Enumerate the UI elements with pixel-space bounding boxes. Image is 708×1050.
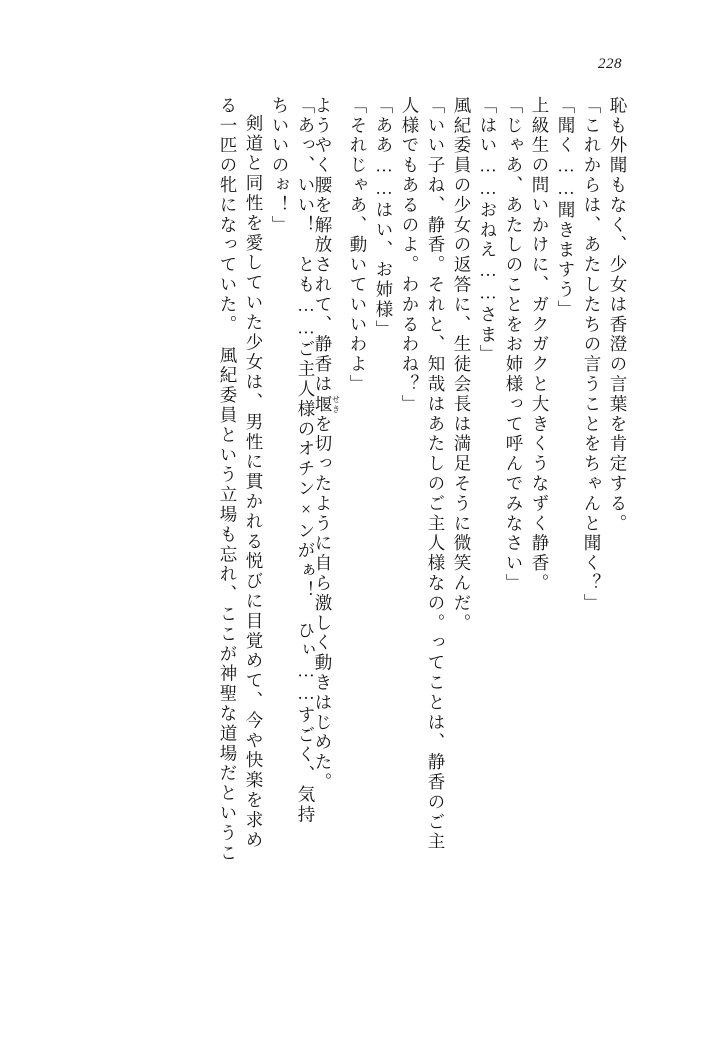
text-line: 「あっ、いい！ とも……ご主人様のオチン×ンがぁ！ ひぃ……すごく、気持 bbox=[296, 96, 316, 825]
text-line: 「それじゃあ、動いていいわよ」 bbox=[348, 96, 368, 395]
text-line: 風紀委員の少女の返答に、生徒会長は満足そうに微笑んだ。 bbox=[452, 96, 472, 634]
text-line: 上級生の問いかけに、ガクガクと大きくうなずく静香。 bbox=[530, 96, 550, 594]
text-line: 「これからは、あたしたちの言うことをちゃんと聞く？」 bbox=[582, 96, 602, 614]
text-line: 「はい……おねえ……さま」 bbox=[478, 96, 498, 365]
text-line: 人様でもあるのよ。わかるわね？」 bbox=[400, 96, 420, 415]
text-line: 「聞く……聞きますう」 bbox=[556, 96, 576, 320]
text-line: 「いい子ね、静香。それと、知哉はあたしのご主人様なの。ってことは、静香のご主 bbox=[426, 96, 446, 853]
text-line: 剣道と同性を愛していた少女は、男性に貫かれる悦びに目覚めて、今や快楽を求め bbox=[244, 114, 264, 851]
vertical-text-block bbox=[66, 96, 626, 990]
text-line: 「ああ……はい、お姉様」 bbox=[374, 96, 394, 340]
text-line: 「じゃあ、あたしのことをお姉様って呼んでみなさい」 bbox=[504, 96, 524, 594]
page-number: 228 bbox=[598, 56, 622, 72]
text-line: ちいいのぉ！」 bbox=[270, 96, 290, 236]
text-line-with-ruby: ようやく腰を解放されて、静香は堰せきを切ったように自ら激しく動きはじめた。 bbox=[313, 96, 341, 793]
text-line: 恥も外聞もなく、少女は香澄の言葉を肯定する。 bbox=[608, 96, 628, 534]
text-line: る一匹の牝になっていた。 風紀委員という立場も忘れ、ここが神聖な道場だというこ bbox=[218, 96, 238, 864]
